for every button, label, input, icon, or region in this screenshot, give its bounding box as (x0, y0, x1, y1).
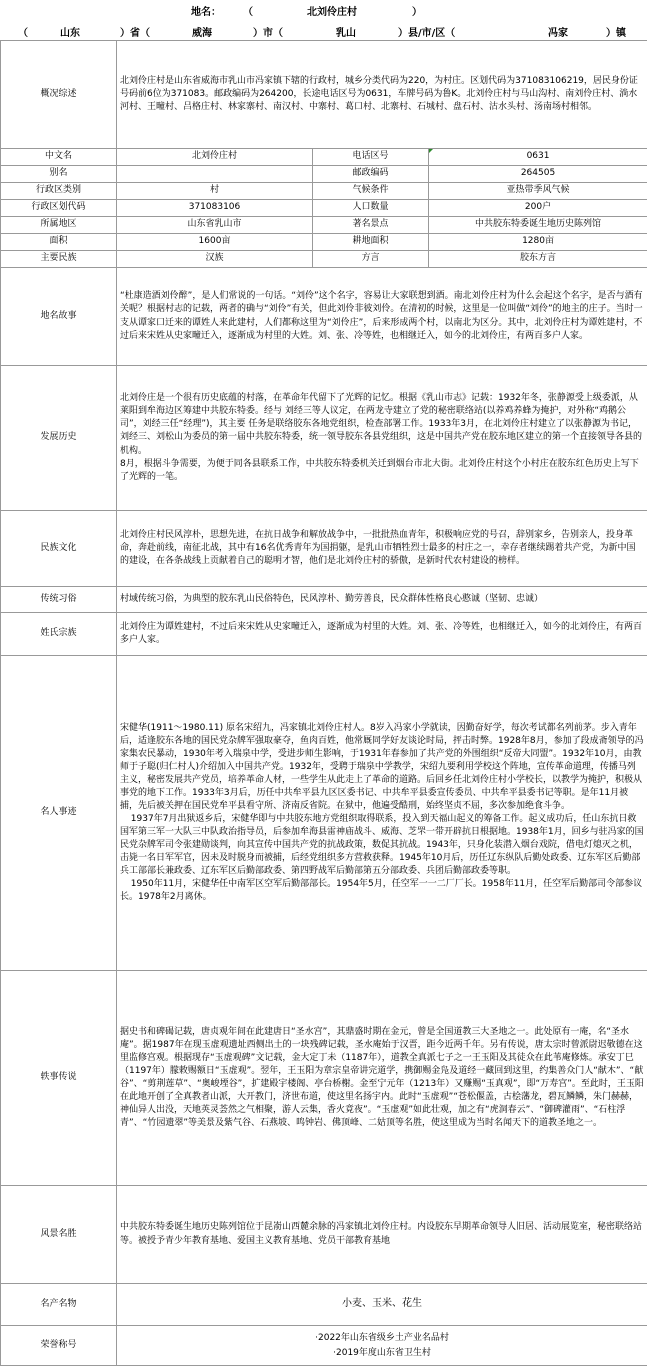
info-value: 中共胶东特委诞生地历史陈列馆 (429, 217, 647, 234)
place-name-header (0, 0, 647, 18)
anecdotes-label: 轶事传说 (1, 971, 117, 1186)
name-story-label: 地名故事 (1, 268, 117, 366)
surnames-text: 北刘伶庄为谭姓建村，不过后来宋姓从史家疃迁入，逐渐成为村里的大姓。刘、张、冷等姓，也相继迁入，如今的北刘伶庄，有两百多户人家。 (117, 613, 647, 656)
scenery-text: 中共胶东特委诞生地历史陈列馆位于昆嵛山西麓余脉的冯家镇北刘伶庄村。内设胶东早期革命领导人旧居、活动展览室，秘密联络站等。被授予青少年教育基地、爱国主义教育基地、党员干部教育基地 (117, 1186, 647, 1284)
town-suffix: ）镇 (606, 24, 626, 39)
county-suffix: ）县/市/区（ (398, 24, 455, 39)
info-key: 面积 (1, 234, 117, 251)
figures-text (117, 656, 647, 971)
info-key: 主要民族 (1, 251, 117, 268)
customs-text: 村域传统习俗，为典型的胶东乳山民俗特色，民风淳朴、勤劳善良，民众群体性格良心憨诚（坚韧、忠诚） (117, 587, 647, 613)
products-label: 名产名物 (1, 1284, 117, 1326)
paren-open: （ (243, 3, 253, 18)
info-key: 著名景点 (313, 217, 429, 234)
culture-text: 北刘伶庄村民风淳朴，思想先进，在抗日战争和解放战争中，一批批热血青年，积极响应党的号召，辞别家乡，告别亲人，投身革命，奔赴前线，南征北战，其中有16名优秀青年为国捐躯，是乳山市牺牲烈士最多的村庄之一，幸存者继续踢着共产党，为新中国的建设，在各条战线上贡献着自己的聪明才智，他们是北刘伶庄村的骄傲，是新时代农村建设的榜样。 (117, 511, 647, 587)
history-row (1, 366, 647, 511)
info-value (429, 149, 647, 166)
info-value: 北刘伶庄村 (117, 149, 313, 166)
info-key: 中文名 (1, 149, 117, 166)
customs-label: 传统习俗 (1, 587, 117, 613)
info-value: 264505 (429, 166, 647, 183)
info-value-text: 0631 (527, 151, 550, 161)
anecdotes-text: 据史书和碑碣记载，唐贞观年间在此建唐日“圣水宫”，其鼎盛时期在金元，曾是全国道教三大圣地之一。此处原有一庵，名“圣水庵”。据1987年在现玉虚观遗址西侧出土的一块残碑记载，圣水庵始于汉晋，距今近两千年。另有传说，唐太宗时曾派尉迟敬德在这里监修宫观。根据现存“玉虚观碑”文记载，金大定丁未（1187年），道教全真派七子之一王玉阳及其徒众在此苇庵修炼。承安丁巳（1197年）朦敕赐额日“玉虚观”。翌年，王玉阳为章宗皇帝讲完道学，携御赐金凫及道经一藏回到这里，约集善众门人“献木”、“献谷”、“剪荆莲草”、“奥峻堙谷”，扩建殿宇楼阁、亭台桥榭。金至宁元年（1213年）又赚赐“玉真观”，即“万寿宫”。至此时，王玉阳在此地开创了全真教者山派，大开教门，济世布道，使这里名扬宇内。此时“玉虚观”“苍松偃盖，古桧藩龙，碧瓦鳞鳞，朱门赫赫，神仙异人出没，天地英灵荟然之气相聚，游人云集，香火竟夜”。“玉虚观”如此壮观，加之有“虎洞春云”、“御碑灌雨”、“石柱浮青”、“竹园遗翠”等美景及紫气谷、石燕坡、鸣钟岩、佛顶峰、二姑顶等名胜，使这里成为当时名闻天下的道教圣地之一。 (117, 971, 647, 1186)
info-value: 371083106 (117, 200, 313, 217)
anecdotes-row (1, 971, 647, 1186)
city-suffix: ）市（ (253, 24, 283, 39)
info-key: 耕地面积 (313, 234, 429, 251)
name-story-row (1, 268, 647, 366)
info-key: 行政区划代码 (1, 200, 117, 217)
honors-label: 荣誉称号 (1, 1326, 117, 1366)
village-info-table (0, 40, 647, 1366)
figures-row (1, 656, 647, 971)
history-paragraph: 8月，根据斗争需要，为便于同各县联系工作，中共胶东特委机关迁到烟台市北大街。北刘伶庄村这个小村庄在胶东红色历史上写下了光辉的一笔。 (120, 458, 644, 484)
comment-marker-icon (429, 149, 433, 153)
info-key: 邮政编码 (313, 166, 429, 183)
county-name: 乳山 (336, 24, 356, 39)
info-row (1, 200, 647, 217)
info-value: 村 (117, 183, 313, 200)
history-text (117, 366, 647, 511)
row2-open: （ (18, 24, 28, 39)
culture-row (1, 511, 647, 587)
products-row (1, 1284, 647, 1326)
overview-text: 北刘伶庄村是山东省威海市乳山市冯家镇下辖的行政村，城乡分类代码为220，为村庄。区划代码为371083106219，居民身份证号码前6位为371083。邮政编码为264200，长途电话区号为0631，车牌号码为鲁K。北刘伶庄村与马山沟村、南刘伶庄村、淌水河村、王疃村、吕格庄村、林家寨村、南汉村、中寨村、葛口村、北寨村、石城村、盘石村、沽水头村、汤南场村相邻。 (117, 41, 647, 149)
info-key: 行政区类别 (1, 183, 117, 200)
figures-paragraph: 1950年11月，宋健华任中南军区空军后勤部部长。1954年5月，任空军一一二厂厂长。1958年11月，任空军后勤部司令部参议长。1978年2月离休。 (120, 878, 644, 904)
culture-label: 民族文化 (1, 511, 117, 587)
province-suffix: ）省（ (120, 24, 150, 39)
honors-row (1, 1326, 647, 1366)
overview-row (1, 41, 647, 149)
honors-list (117, 1326, 647, 1366)
paren-close: ） (412, 3, 422, 18)
info-value: 1280亩 (429, 234, 647, 251)
info-value: 1600亩 (117, 234, 313, 251)
info-key: 别名 (1, 166, 117, 183)
info-key: 气候条件 (313, 183, 429, 200)
name-story-text: “杜康造酒刘伶醉”，是人们常说的一句话。“刘伶”这个名字，容易让大家联想到酒。南北刘伶庄村为什么会起这个名字，是否与酒有关呢？根据村志的记载，两者的确与“刘伶”有关，但此刘伶非彼刘伶。在清初的时候，这里是一位叫做“刘伶”的地主的庄子。当时一支从谭家口迁来的谭姓人来此建村，人们都称这里为“刘伶庄”，后来形成两个村，以南北为区分。其中，北刘伶庄村为谭姓建村，不过后来宋姓从史家疃迁入，逐渐成为村里的大姓。刘、张、冷等姓，也相继迁入，如今的北刘伶庄，有两百多户人家。 (117, 268, 647, 366)
info-key: 人口数量 (313, 200, 429, 217)
admin-region-header (0, 18, 647, 42)
history-label: 发展历史 (1, 366, 117, 511)
info-value (117, 166, 313, 183)
honor-item: ·2022年山东省级乡土产业名品村 (120, 1331, 644, 1345)
info-row (1, 183, 647, 200)
info-row (1, 166, 647, 183)
customs-row (1, 587, 647, 613)
info-value: 胶东方言 (429, 251, 647, 268)
info-value: 山东省乳山市 (117, 217, 313, 234)
province-name: 山东 (60, 24, 80, 39)
place-label: 地名： (191, 3, 221, 18)
surnames-row (1, 613, 647, 656)
info-row (1, 251, 647, 268)
town-name: 冯家 (548, 24, 568, 39)
figures-paragraph: 1937年7月出狱返乡后，宋健华即与中共胶东地方党组织取得联系，投入到天福山起义的筹备工作。起义成功后，任山东抗日救国军第三军一大队三中队政治指导员，后参加牟海县雷神庙战斗、威海、芝罘一带开辟抗日根据地。1938年1月，回乡与驻冯家的国民党杂牌军司令张建勋谈判，向其宣传中国共产党的抗战政策，数促其抗战。1943年，只身化装潜入烟台戏院，借电灯熄灭之机，击毙一名日军军官，因未及时脱身而被捕，后经党组织多方营救获释。1945年10月后，历任辽东纵队后勤处政委、辽东军区后勤部兵工部部长兼政委、辽东军区后勤部政委、第四野战军后勤部第五分部政委、兵团后勤部政委等职。 (120, 813, 644, 878)
info-value: 200户 (429, 200, 647, 217)
scenery-row (1, 1186, 647, 1284)
history-paragraph: 北刘伶庄是一个很有历史底蕴的村落，在革命年代留下了光辉的记忆。根据《乳山市志》记载：1932年冬，张静源受上级委派，从莱阳到牟海边区筹建中共胶东特委。经与 刘经三等人议定，在两龙寺建立了党的秘密联络站(以养鸡养蜂为掩护，对外称“鸡鹅公司”，刘经三任“经理”)，其主要 任务是联络胶东各地党组织，检查部署工作。1933年3月，在北刘伶庄村建立了以张静源为书记，刘经三、刘松山为委员的第一届中共胶东特委，统一领导胶东各县党组织，这是中国共产党在胶东地区建立的第一个直接领导各县的机构。 (120, 392, 644, 457)
surnames-label: 姓氏宗族 (1, 613, 117, 656)
info-key: 方言 (313, 251, 429, 268)
info-row (1, 234, 647, 251)
figures-label: 名人事迹 (1, 656, 117, 971)
honor-item: ·2019年度山东省卫生村 (120, 1346, 644, 1360)
products-text: 小麦、玉米、花生 (117, 1284, 647, 1326)
info-value: 汉族 (117, 251, 313, 268)
info-row (1, 217, 647, 234)
info-row (1, 149, 647, 166)
info-value: 亚热带季风气候 (429, 183, 647, 200)
figures-paragraph: 宋健华(1911～1980.11) 原名宋绍九，冯家镇北刘伶庄村人。8岁入冯家小学就读，因勤奋好学，每次考试都名列前茅。步入青年后，适逢胶东各地的国民党杂牌军强取豪夺，鱼肉百姓，他常厩同学好友谈论时局，抨击时弊。1928年8月，参加了段成斋领导的冯家集农民暴动，1930年考入瑞泉中学，受进步师生影响，于1931年春参加了共产党的外围组织“反帝大同盟”。1932年10月，由教师于子聪(归仁村人)介绍加入中国共产党。1932年，受聘于瑞泉中学教学，宋绍九要利用学校这个阵地，宣传革命道理，传播马列主义，秘密发展共产党员，培养革命人材，一些学生从此走上了革命的道路。后回乡任北刘伶庄村小学校长，以教学为掩护，积极从事党的地下工作。1933年3月后，历任中共牟平县九区区委书记、中共牟平县委宣传委员、中共牟平县委书记等职。是年11月被捕，先后被关押在国民党牟平县看守所、济南反省院。在狱中，他遍受酷刑，始终坚贞不屈，多次参加绝食斗争。 (120, 722, 644, 813)
village-name: 北刘伶庄村 (307, 3, 357, 18)
scenery-label: 风景名胜 (1, 1186, 117, 1284)
overview-label: 概况综述 (1, 41, 117, 149)
info-key: 所属地区 (1, 217, 117, 234)
info-key: 电话区号 (313, 149, 429, 166)
city-name: 威海 (192, 24, 212, 39)
